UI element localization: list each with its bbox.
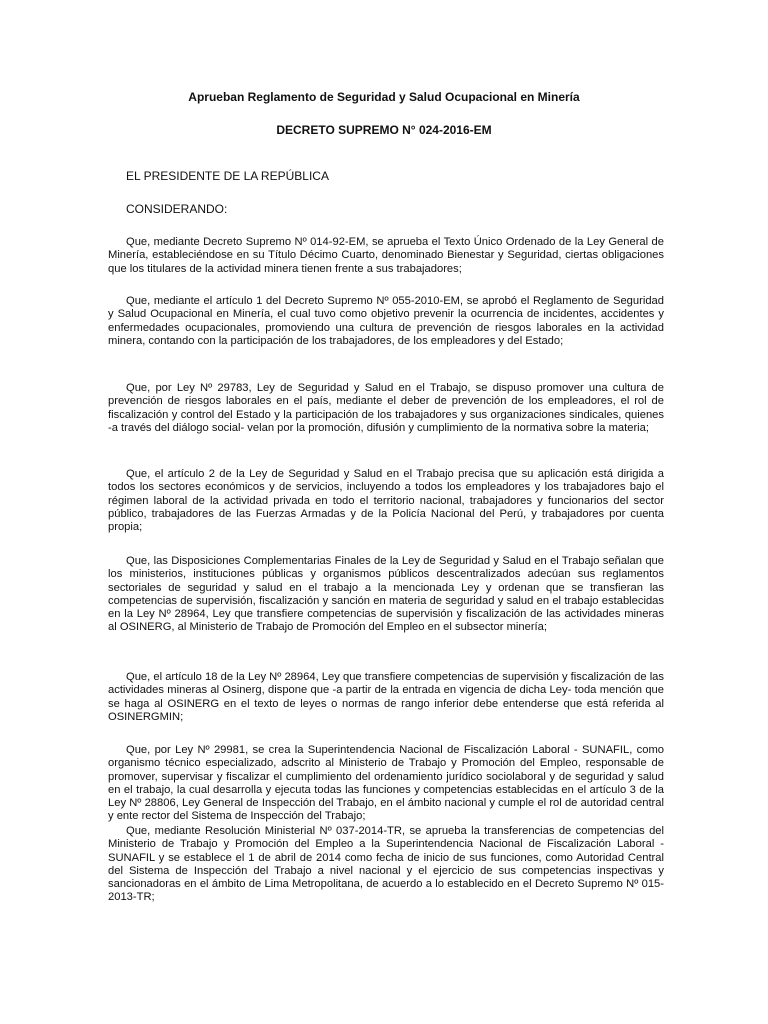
paragraph-6: Que, el artículo 18 de la Ley Nº 28964, Ley que transfiere competencias de supervisión y fiscalización de las actividades mineras al Osinerg, dispone que -a partir de la entrada en vigencia de dicha Ley- toda mención que se haga al OSINERG en el texto de leyes o normas de rango inferior debe entenderse que está referida al OSINERGMIN; [108, 671, 664, 723]
considering-heading: CONSIDERANDO: [126, 202, 228, 216]
paragraph-7: Que, por Ley Nº 29981, se crea la Superintendencia Nacional de Fiscalización Laboral - SUNAFIL, como organismo técnico especializado, adscrito al Ministerio de Trabajo y Promoción del Empleo, responsable de promover, supervisar y fiscalizar el cumplimiento del ordenamiento jurídico sociolaboral y de seguridad y salud en el trabajo, la cual desarrolla y ejecuta todas las funciones y competencias establecidas en el artículo 3 de la Ley Nº 28806, Ley General de Inspección del Trabajo, en el ámbito nacional y cumple el rol de autoridad central y ente rector del Sistema de Inspección del Trabajo; [108, 744, 664, 823]
addressee-heading: EL PRESIDENTE DE LA REPÚBLICA [126, 169, 329, 183]
paragraph-8: Que, mediante Resolución Ministerial Nº 037-2014-TR, se aprueba la transferencias de competencias del Ministerio de Trabajo y Promoción del Empleo a la Superintendencia Nacional de Fiscalización Laboral - SUNAFIL y se establece el 1 de abril de 2014 como fecha de inicio de sus funciones, como Autoridad Central del Sistema de Inspección del Trabajo a nivel nacional y el ejercicio de sus competencias inspectivas y sancionadoras en el ámbito de Lima Metropolitana, de acuerdo a lo establecido en el Decreto Supremo Nº 015-2013-TR; [108, 825, 664, 904]
paragraph-4: Que, el artículo 2 de la Ley de Seguridad y Salud en el Trabajo precisa que su aplicación está dirigida a todos los sectores económicos y de servicios, incluyendo a todos los empleadores y los trabajadores bajo el régimen laboral de la actividad privada en todo el territorio nacional, trabajadores y funcionarios del sector público, trabajadores de las Fuerzas Armadas y de la Policía Nacional del Perú, y trabajadores por cuenta propia; [108, 468, 664, 534]
paragraph-3: Que, por Ley Nº 29783, Ley de Seguridad y Salud en el Trabajo, se dispuso promover una cultura de prevención de riesgos laborales en el país, mediante el deber de prevención de los empleadores, el rol de fiscalización y control del Estado y la participación de los trabajadores y sus organizaciones sindicales, quienes -a través del diálogo social- velan por la promoción, difusión y cumplimiento de la normativa sobre la materia; [108, 382, 664, 434]
paragraph-2: Que, mediante el artículo 1 del Decreto Supremo Nº 055-2010-EM, se aprobó el Reglamento de Seguridad y Salud Ocupacional en Minería, el cual tuvo como objetivo prevenir la ocurrencia de incidentes, accidentes y enfermedades ocupacionales, promoviendo una cultura de prevención de riesgos laborales en la actividad minera, contando con la participación de los trabajadores, de los empleadores y del Estado; [108, 295, 664, 347]
document-title: Aprueban Reglamento de Seguridad y Salud Ocupacional en Minería [188, 90, 580, 104]
decree-number: DECRETO SUPREMO N° 024-2016-EM [276, 123, 492, 137]
paragraph-5: Que, las Disposiciones Complementarias Finales de la Ley de Seguridad y Salud en el Trabajo señalan que los ministerios, instituciones públicas y organismos públicos descentralizados adecúan sus reglamentos sectoriales de seguridad y salud en el trabajo a la mencionada Ley y ordenan que se transfieran las competencias de supervisión, fiscalización y sanción en materia de seguridad y salud en el trabajo establecidas en la Ley Nº 28964, Ley que transfiere competencias de supervisión y fiscalización de las actividades mineras al OSINERG, al Ministerio de Trabajo de Promoción del Empleo en el subsector minería; [108, 555, 664, 634]
paragraph-1: Que, mediante Decreto Supremo Nº 014-92-EM, se aprueba el Texto Único Ordenado de la Ley General de Minería, estableciéndose en su Título Décimo Cuarto, denominado Bienestar y Seguridad, ciertas obligaciones que los titulares de la actividad minera tienen frente a sus trabajadores; [108, 236, 664, 275]
